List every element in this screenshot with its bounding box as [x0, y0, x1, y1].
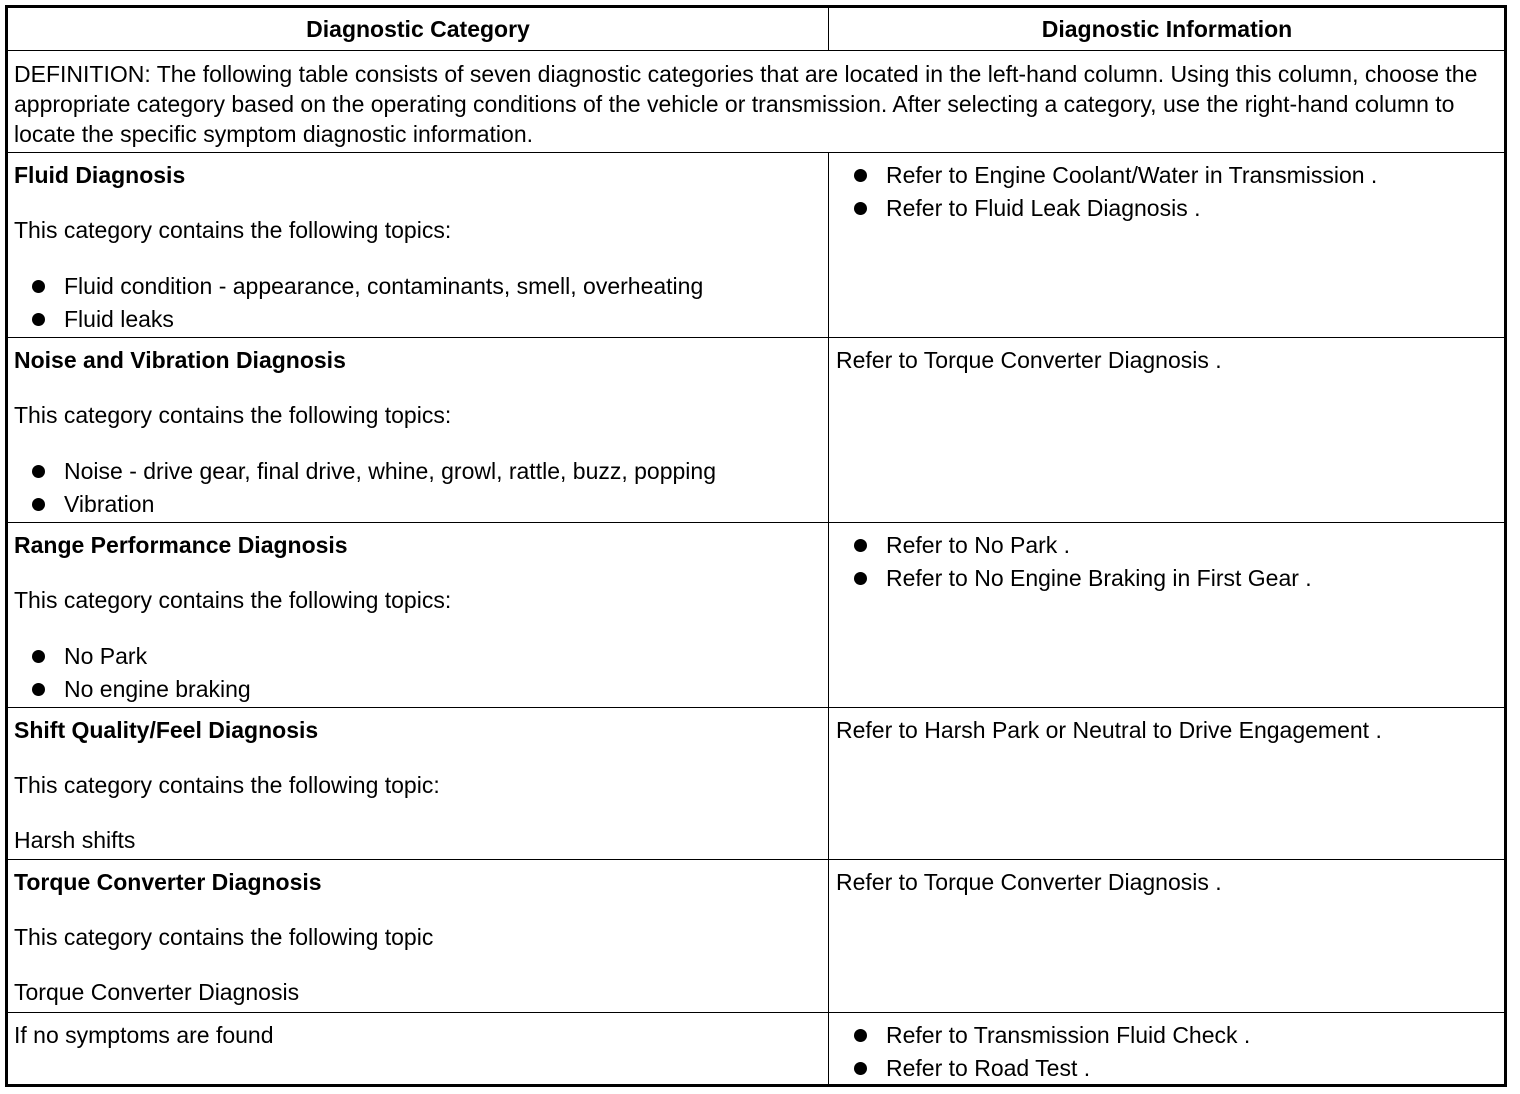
list-item: Vibration — [14, 488, 822, 521]
category-title: Fluid Diagnosis — [14, 162, 186, 188]
category-title: Shift Quality/Feel Diagnosis — [14, 717, 319, 743]
category-subtitle: This category contains the following topic: — [14, 772, 440, 798]
table-row-nosymptom-info — [830, 1014, 1504, 1084]
bullet-icon — [32, 683, 45, 696]
info-list — [836, 529, 1498, 595]
info-text: Refer to Harsh Park or Neutral to Drive Engagement . — [836, 717, 1382, 743]
category-subtitle: This category contains the following topics: — [14, 217, 452, 243]
list-item: Refer to Road Test . — [836, 1052, 1498, 1085]
row-divider — [8, 707, 1504, 708]
topic-list — [14, 270, 822, 336]
table-row-torque-info — [830, 861, 1504, 1012]
bullet-icon — [32, 650, 45, 663]
definition-text: DEFINITION: The following table consists of seven diagnostic categories that are located in the left-hand column. Using this column, choose the appropriate category based on the operating conditions of the vehicle or transmission. After selecting a category, use the right-hand column to locate the specific symptom diagnostic information. — [14, 61, 1478, 147]
list-item: Fluid condition - appearance, contaminants, smell, overheating — [14, 270, 822, 303]
list-item: No Park — [14, 640, 822, 673]
table-row-range-category — [8, 524, 828, 707]
row-divider — [8, 859, 1504, 860]
bullet-icon — [854, 1062, 867, 1075]
row-divider — [8, 522, 1504, 523]
category-subtitle: This category contains the following topics: — [14, 587, 452, 613]
diagnostic-table — [5, 5, 1507, 1087]
bullet-icon — [854, 202, 867, 215]
list-item: Refer to Fluid Leak Diagnosis . — [836, 192, 1498, 225]
bullet-icon — [32, 280, 45, 293]
topic-list — [14, 640, 822, 706]
table-row-shift-category — [8, 709, 828, 859]
category-detail: Harsh shifts — [14, 827, 136, 853]
list-item: Refer to No Engine Braking in First Gear . — [836, 562, 1498, 595]
category-title: If no symptoms are found — [14, 1022, 274, 1048]
bullet-icon — [854, 572, 867, 585]
category-title: Range Performance Diagnosis — [14, 532, 348, 558]
table-row-range-info — [830, 524, 1504, 707]
list-item: Refer to No Park . — [836, 529, 1498, 562]
header-diagnostic-category: Diagnostic Category — [306, 16, 530, 42]
category-subtitle: This category contains the following topic — [14, 924, 434, 950]
bullet-icon — [32, 498, 45, 511]
category-title: Torque Converter Diagnosis — [14, 869, 322, 895]
list-item: Fluid leaks — [14, 303, 822, 336]
bullet-icon — [32, 313, 45, 326]
table-row-torque-category — [8, 861, 828, 1012]
list-item: Refer to Transmission Fluid Check . — [836, 1019, 1498, 1052]
category-title: Noise and Vibration Diagnosis — [14, 347, 346, 373]
header-diagnostic-information: Diagnostic Information — [1041, 16, 1293, 42]
info-text: Refer to Torque Converter Diagnosis . — [836, 869, 1222, 895]
table-row-fluid-info — [830, 154, 1504, 337]
list-item: Refer to Engine Coolant/Water in Transmission . — [836, 159, 1498, 192]
info-list — [836, 1019, 1498, 1085]
topic-list — [14, 455, 822, 521]
info-list — [836, 159, 1498, 225]
row-divider — [8, 337, 1504, 338]
info-text: Refer to Torque Converter Diagnosis . — [836, 347, 1222, 373]
column-divider — [828, 152, 829, 1084]
category-detail: Torque Converter Diagnosis — [14, 979, 300, 1005]
bullet-icon — [854, 539, 867, 552]
table-row-noise-category — [8, 339, 828, 522]
category-subtitle: This category contains the following topics: — [14, 402, 452, 428]
list-item: Noise - drive gear, final drive, whine, growl, rattle, buzz, popping — [14, 455, 822, 488]
row-divider — [8, 50, 1504, 51]
table-row-noise-info — [830, 339, 1504, 522]
row-divider — [8, 152, 1504, 153]
list-item: No engine braking — [14, 673, 822, 706]
table-row-fluid-category — [8, 154, 828, 337]
bullet-icon — [854, 169, 867, 182]
bullet-icon — [32, 465, 45, 478]
row-divider — [8, 1012, 1504, 1013]
table-row-nosymptom-category — [8, 1014, 828, 1084]
bullet-icon — [854, 1029, 867, 1042]
table-row-shift-info — [830, 709, 1504, 859]
column-divider — [828, 8, 829, 50]
